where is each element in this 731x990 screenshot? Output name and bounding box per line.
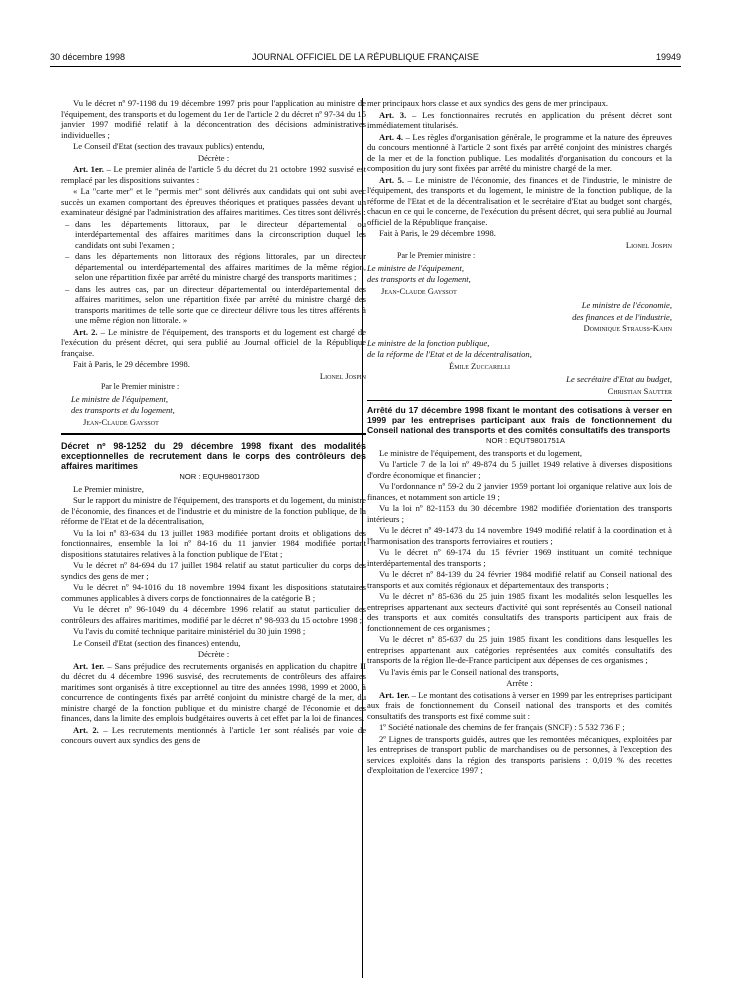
article-3 [367, 110, 672, 131]
paragraph: Sur le rapport du ministre de l'équipement, des transports et du logement, du ministre de l'économie, des finances et de l'industrie et du ministre de la fonction publique, de la réforme de l'Etat et de la décentralisation, [61, 495, 366, 526]
article-2 [61, 327, 366, 359]
header-rule [50, 66, 681, 67]
article-label: Art. 4. [379, 131, 404, 142]
article-label: Art. 5. [379, 174, 405, 185]
minister-name: Jean-Claude Gayssot [381, 285, 457, 296]
paragraph: mer principaux hors classe et aux syndics des gens de mer principaux. [367, 98, 609, 108]
article-text: – Le ministre de l'équipement, des transports et du logement est chargé de l'exécution du présent décret, qui sera publié au Journal officiel de la République française. [61, 326, 366, 358]
list-item: – dans les autres cas, par un directeur départemental ou interdépartemental des affaires maritimes, selon une répartition fixée par arrêté du ministre chargé des transports maritimes de telle sorte que ce directeur délivre tous les titres afférents à une même région non littorale. » [61, 284, 366, 326]
paragraph: Vu l'article 7 de la loi nº 49-874 du 5 juillet 1949 relative à diverses dispositions d'ordre économique et financier ; [367, 459, 672, 480]
paragraph: Vu le décret nº 69-174 du 15 février 1969 instituant un comité technique interdépartemental des transports ; [367, 547, 672, 568]
paragraph: Vu le décret nº 97-1198 du 19 décembre 1997 pris pour l'application au ministre de l'équipement, des transports et du logement du 1er de l'article 2 du décret nº 97-34 du 15 janvier 1997 modifié relatif à la déconcentration des décisions administratives individuelles ; [61, 98, 366, 140]
minister-name: Jean-Claude Gayssot [83, 416, 159, 427]
article-label: Art. 2. [73, 326, 98, 337]
article-label: Art. 3. [379, 109, 407, 120]
paragraph: Vu le décret nº 85-637 du 25 juin 1985 fixant les conditions dans lesquelles les entreprises appartenant aux catégories représentées aux comités consultatifs des transports de la région Ile-de-France participent aux dépenses de ces organismes ; [367, 634, 672, 665]
article-text: – Le montant des cotisations à verser en 1999 par les entreprises participant aux frais de fonctionnement du Conseil national des transports et des comités consultatifs des transports est fixé comme suit : [367, 689, 672, 721]
par-le-premier-ministre: Par le Premier ministre : [397, 251, 476, 260]
minister-name: Christian Sautter [607, 385, 672, 396]
article-text: – Les fonctionnaires recrutés en application du présent décret sont immédiatement titularisés. [367, 109, 673, 130]
left-column [61, 98, 366, 747]
paragraph: Vu le décret nº 49-1473 du 14 novembre 1949 modifié relatif à la coordination et à l'harmonisation des transports ferroviaires et routiers ; [367, 525, 672, 546]
paragraph: Vu le décret nº 85-636 du 25 juin 1985 fixant les modalités selon lesquelles les entreprises appartenant aux secteurs d'activité qui sont représentés au Conseil national des transports et aux comités consultatifs des transports participent aux frais de fonctionnement de ces organismes ; [367, 591, 672, 633]
paragraph: Le Premier ministre, [73, 483, 144, 494]
decrete-heading: Décrète : [197, 152, 230, 163]
par-le-premier-ministre: Par le Premier ministre : [101, 382, 180, 391]
section-rule [61, 433, 366, 435]
minister-title: Le ministre de la fonction publique, [367, 337, 490, 348]
article-text: – Le ministre de l'économie, des finances et de l'industrie, le ministre de l'équipement, des transports et du logement, le ministre de la fonction publique, de la réforme de l'Etat et de la décentralisation et le secrétaire d'Etat au budget sont chargés, chacun en ce qui le concerne, de l'exécution du présent décret, qui sera publié au Journal officiel de la République française. [367, 174, 673, 227]
minister-title: des finances et de l'industrie, [572, 311, 672, 322]
list-item: 2º Lignes de transports guidés, autres que les remontées mécaniques, exploitées par les entreprises de transport public de marchandises ou de personnes, à l'exception des services exploités dans la région des transports parisiens : 0,019 % des recettes d'exploitation de l'exercice 1997 ; [367, 733, 672, 775]
article-text: – Sans préjudice des recrutements organisés en application du chapitre II du décret du 4 décembre 1996 susvisé, des recrutements de contrôleurs des affaires maritimes sont organisés à titre exceptionnel au titre des années 1998, 1999 et 2000, à concurrence de contingents fixés par arrêté conjoint du ministre chargé de la mer, du ministre chargé de la fonction publique et du ministre chargé de l'économie et des finances, dans la limite des emplois budgétaires ouverts à cet effet par la loi de finances. [61, 660, 366, 723]
arrete-heading: Arrête : [506, 678, 533, 688]
paragraph: Vu l'avis émis par le Conseil national des transports, [379, 666, 559, 677]
paragraph: Vu l'ordonnance nº 59-2 du 2 janvier 1959 portant loi organique relative aux lois de finances, et notamment son article 19 ; [367, 481, 672, 502]
paragraph: Vu l'avis du comité technique paritaire ministériel du 30 juin 1998 ; [73, 626, 306, 636]
paragraph: Vu la loi nº 82-1153 du 30 décembre 1982 modifiée d'orientation des transports intérieurs ; [367, 503, 672, 524]
minister-title: Le ministre de l'équipement, [367, 262, 464, 273]
list-item: – dans les départements littoraux, par le directeur départemental ou interdépartemental des affaires maritimes dans la circonscription duquel les candidats ont subi l'examen ; [61, 219, 366, 251]
paragraph: Le Conseil d'Etat (section des finances) entendu, [73, 637, 241, 648]
list-item: 1º Société nationale des chemins de fer français (SNCF) : 5 532 736 F ; [379, 722, 625, 732]
right-column [367, 98, 672, 777]
minister-title: Le ministre de l'équipement, [71, 393, 168, 404]
article-text: – Le premier alinéa de l'article 5 du décret du 21 octobre 1992 susvisé est remplacé par les dispositions suivantes : [61, 164, 366, 185]
minister-name: Émile Zuccarelli [449, 360, 510, 371]
article-text: – Les règles d'organisation générale, le programme et la nature des épreuves du concours mentionné à l'article 2 sont fixés par arrêté conjoint des ministres chargés de la mer et de la fonction publique. Les modalités d'organisation du concours et la composition du jury sont fixées par arrêté du ministre chargé de la mer. [367, 131, 672, 173]
article-label: Art. 1er. [73, 164, 104, 174]
article-1 [61, 164, 366, 185]
paragraph: Le ministre de l'équipement, des transports et du logement, [379, 447, 582, 458]
quote-paragraph: « La "carte mer" et le "permis mer" sont délivrés aux candidats qui ont subi avec succès un examen comportant des épreuves théoriques et pratiques passées devant un examinateur désigné par l'administration des affaires maritimes. Ces titres sont délivrés : [61, 186, 366, 217]
paragraph: Vu la loi nº 83-634 du 13 juillet 1983 modifiée portant droits et obligations des fonctionnaires, ensemble la loi nº 84-16 du 11 janvier 1984 modifiée portant dispositions statutaires relatives à la fonction publique de l'Etat ; [61, 527, 366, 559]
fait-line: Fait à Paris, le 29 décembre 1998. [73, 359, 190, 369]
decrete-heading: Décrète : [197, 649, 230, 659]
article-1 [367, 690, 672, 722]
article-1 [61, 661, 366, 724]
minister-name: Dominique Strauss-Kahn [583, 323, 672, 333]
article-label: Art. 1er. [73, 660, 105, 671]
paragraph: Le Conseil d'Etat (section des travaux publics) entendu, [73, 141, 265, 151]
header-page-number: 19949 [655, 52, 681, 62]
header-journal-title: JOURNAL OFFICIEL DE LA RÉPUBLIQUE FRANÇAISE [252, 52, 479, 62]
page-header [50, 52, 681, 66]
minister-title: Le secrétaire d'Etat au budget, [566, 374, 672, 384]
paragraph: Vu le décret nº 96-1049 du 4 décembre 1996 relatif au statut particulier des contrôleurs des affaires maritimes, modifié par le décret nº 98-933 du 15 octobre 1998 ; [61, 604, 366, 625]
article-4 [367, 132, 672, 174]
nor-reference: NOR : EQUH9801730D [179, 472, 260, 481]
section-rule [367, 400, 672, 401]
paragraph: Vu le décret nº 94-1016 du 18 novembre 1994 fixant les dispositions statutaires communes applicables à divers corps de fonctionnaires de la catégorie B ; [61, 582, 366, 603]
minister-title: des transports et du logement, [71, 405, 175, 415]
article-5 [367, 175, 672, 228]
article-text: – Les recrutements mentionnés à l'article 1er sont réalisés par voie de concours ouvert aux syndics des gens de [61, 724, 367, 745]
header-date: 30 décembre 1998 [50, 52, 126, 62]
paragraph: Vu le décret nº 84-694 du 17 juillet 1984 relatif au statut particulier du corps des syndics des gens de mer ; [61, 560, 366, 581]
signature-pm: Lionel Jospin [319, 370, 366, 381]
nor-reference: NOR : EQUT9801751A [486, 436, 565, 445]
article-label: Art. 2. [73, 724, 99, 735]
article-label: Art. 1er. [379, 689, 410, 700]
article-2 [61, 725, 366, 746]
fait-line: Fait à Paris, le 29 décembre 1998. [379, 228, 496, 238]
minister-title: Le ministre de l'économie, [581, 300, 672, 310]
signature-pm: Lionel Jospin [625, 239, 672, 250]
list-item: – dans les départements non littoraux des régions littorales, par un directeur départemental ou interdépartemental des affaires maritimes de la même région, selon une répartition fixée par arrêté du ministre chargé des transports maritimes ; [61, 251, 366, 283]
minister-title: de la réforme de l'Etat et de la décentralisation, [367, 349, 532, 359]
decree-title: Décret nº 98-1252 du 29 décembre 1998 fixant des modalités exceptionnelles de recrutement dans le corps des contrôleurs des affaires maritimes [61, 441, 366, 471]
minister-title: des transports et du logement, [367, 274, 471, 284]
paragraph: Vu le décret nº 84-139 du 24 février 1984 modifié relatif au Conseil national des transports et aux comités régionaux et départementaux des transports ; [367, 569, 672, 590]
arrete-title: Arrêté du 17 décembre 1998 fixant le montant des cotisations à verser en 1999 par les entreprises participant aux frais de fonctionnement du Conseil national des transports et des comités consultatifs des transports [367, 405, 672, 435]
